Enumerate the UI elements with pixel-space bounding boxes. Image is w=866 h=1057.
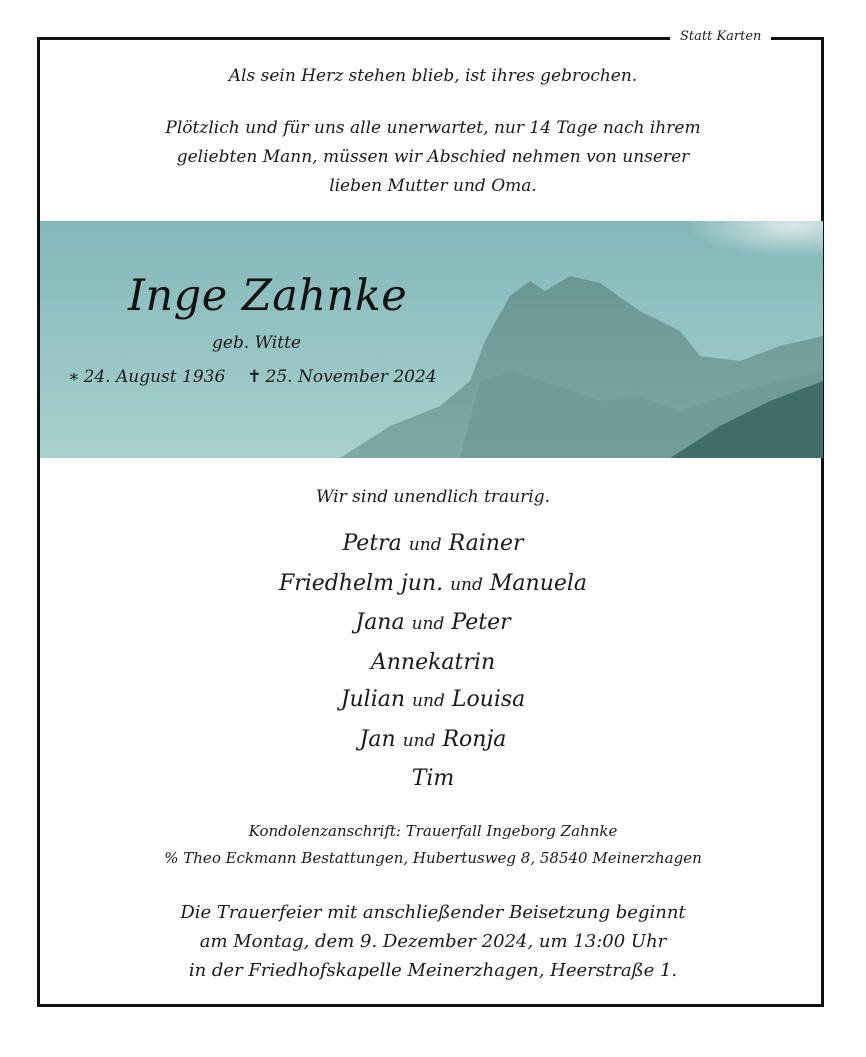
und-connector: und [450, 574, 483, 595]
mourner-name: Tim [411, 766, 455, 791]
mourner-name: Rainer [448, 531, 524, 556]
service-line: Die Trauerfeier mit anschließender Beisetzung beginnt [180, 902, 686, 923]
intro-line: lieben Mutter und Oma. [329, 176, 537, 196]
life-dates [68, 367, 437, 387]
condolence-line: Kondolenzanschrift: Trauerfall Ingeborg Zahnke [248, 822, 618, 840]
mourner-entry [40, 565, 826, 605]
intro-text [40, 114, 826, 201]
condolence-address [40, 818, 826, 872]
mourner-entry [40, 604, 826, 644]
birth-name: geb. Witte [212, 333, 301, 353]
intro-quote: Als sein Herz stehen blieb, ist ihres gebrochen. [228, 66, 638, 86]
service-line: am Montag, dem 9. Dezember 2024, um 13:00 Uhr [199, 931, 667, 952]
condolence-line: % Theo Eckmann Bestattungen, Hubertusweg 8, 58540 Meinerzhagen [164, 849, 702, 867]
birth-star-icon: ∗ [68, 367, 80, 387]
statt-karten-label: Statt Karten [670, 28, 771, 46]
mountain-image [40, 221, 823, 458]
und-connector: und [412, 691, 445, 711]
mourner-name: Manuela [489, 570, 588, 596]
und-connector: und [408, 535, 442, 555]
mourner-name: Jan [359, 726, 396, 752]
mountain-banner [40, 221, 823, 458]
funeral-service-info [40, 898, 826, 985]
mourner-name: Friedhelm jun. [278, 570, 444, 596]
und-connector: und [411, 614, 445, 634]
mourners-heading: Wir sind unendlich traurig. [316, 487, 550, 507]
mourner-name: Louisa [451, 687, 526, 712]
mourner-entry [40, 721, 826, 761]
mourner-name: Annekatrin [370, 649, 496, 675]
mourner-name: Jana [355, 610, 405, 635]
death-date: 25. November 2024 [265, 367, 437, 387]
mourner-name: Peter [451, 610, 511, 635]
mourner-name: Julian [340, 687, 406, 712]
birth-date: 24. August 1936 [83, 367, 226, 387]
mourner-name: Ronja [442, 726, 507, 752]
mourner-entry [40, 681, 826, 721]
mourner-entry [40, 644, 826, 682]
mourner-name: Petra [342, 531, 402, 556]
deceased-name: Inge Zahnke [128, 271, 408, 321]
intro-line: geliebten Mann, müssen wir Abschied nehmen von unserer [176, 147, 690, 167]
intro-line: Plötzlich und für uns alle unerwartet, nur 14 Tage nach ihrem [165, 118, 701, 138]
service-line: in der Friedhofskapelle Meinerzhagen, Heerstraße 1. [188, 960, 678, 981]
und-connector: und [402, 730, 436, 751]
mourners-list [40, 525, 826, 798]
mourner-entry [40, 525, 826, 565]
death-cross-icon: ✝ [247, 367, 262, 387]
mourner-entry [40, 760, 826, 798]
